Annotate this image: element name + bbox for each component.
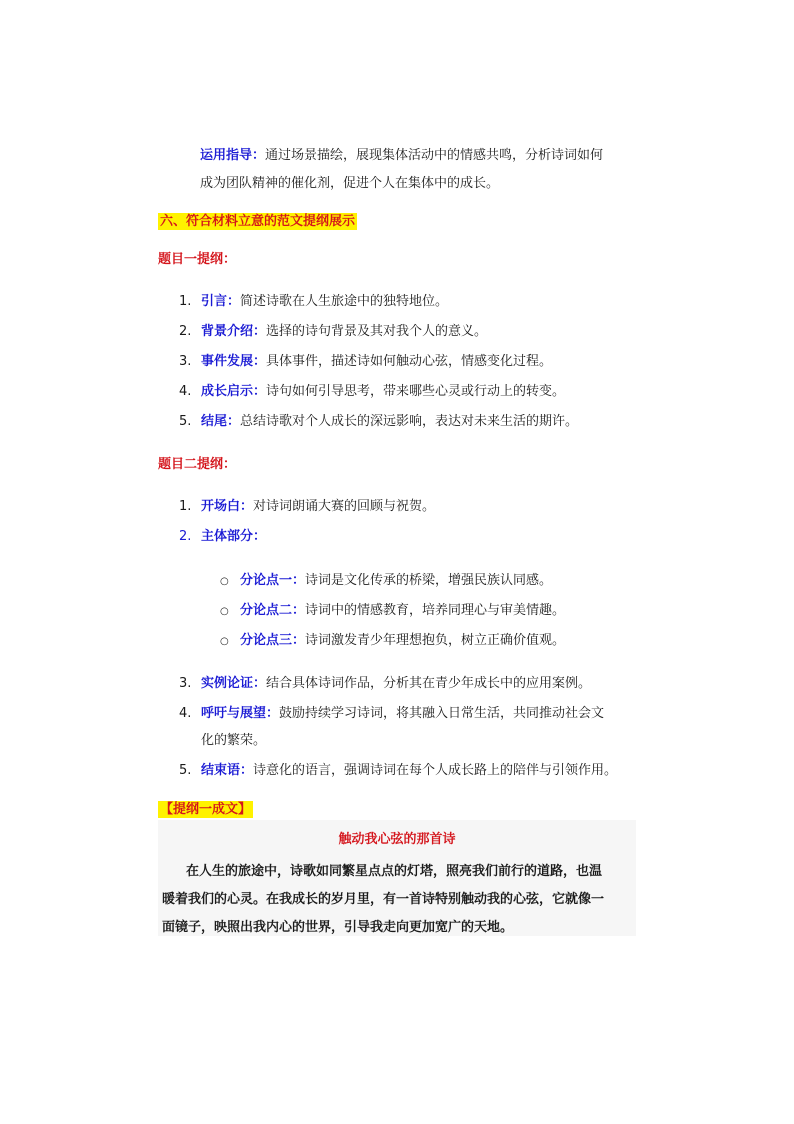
outline1-item bbox=[179, 410, 578, 429]
essay-tag-highlight: 【提纲一成文】 bbox=[160, 802, 252, 817]
item-number: 4. bbox=[179, 384, 192, 399]
item-number: 5. bbox=[179, 763, 192, 778]
outline2-item-4-cont bbox=[201, 729, 266, 748]
item-text: 具体事件，描述诗如何触动心弦，情感变化过程。 bbox=[266, 354, 553, 369]
circle-bullet-icon: ○ bbox=[220, 636, 229, 647]
circle-bullet-icon: ○ bbox=[220, 606, 229, 617]
guidance-text-cont: 成为团队精神的催化剂，促进个人在集体中的成长。 bbox=[200, 176, 500, 191]
sub-item bbox=[220, 629, 565, 648]
item-label: 主体部分： bbox=[201, 529, 267, 544]
item-number: 2. bbox=[179, 529, 192, 544]
sub-item bbox=[220, 569, 552, 588]
sub-item-label: 分论点一： bbox=[240, 573, 306, 588]
outline1-item bbox=[179, 320, 487, 339]
sub-item-text: 诗词是文化传承的桥梁，增强民族认同感。 bbox=[305, 573, 553, 588]
guidance-line-1 bbox=[200, 144, 603, 163]
item-text: 选择的诗句背景及其对我个人的意义。 bbox=[266, 324, 488, 339]
outline2-item-1 bbox=[179, 495, 435, 514]
guidance-label: 运用指导： bbox=[200, 148, 266, 163]
outline2-item-5 bbox=[179, 759, 617, 778]
item-number: 4. bbox=[179, 706, 192, 721]
item-number: 2. bbox=[179, 324, 192, 339]
item-label: 开场白： bbox=[201, 499, 254, 514]
item-label: 结尾： bbox=[201, 414, 241, 429]
essay-line: 在人生的旅途中，诗歌如同繁星点点的灯塔，照亮我们前行的道路，也温 bbox=[186, 864, 603, 879]
item-label: 结束语： bbox=[201, 763, 254, 778]
outline1-heading: 题目一提纲： bbox=[158, 252, 237, 267]
essay-box bbox=[158, 820, 636, 936]
essay-tag bbox=[158, 798, 253, 817]
item-text: 鼓励持续学习诗词，将其融入日常生活，共同推动社会文 bbox=[279, 706, 605, 721]
item-text: 诗意化的语言，强调诗词在每个人成长路上的陪伴与引领作用。 bbox=[253, 763, 618, 778]
item-label: 成长启示： bbox=[201, 384, 267, 399]
section-six-heading bbox=[158, 210, 357, 229]
item-number: 3. bbox=[179, 354, 192, 369]
item-label: 呼吁与展望： bbox=[201, 706, 280, 721]
sub-item-label: 分论点二： bbox=[240, 603, 306, 618]
section-six-highlight: 六、符合材料立意的范文提纲展示 bbox=[160, 214, 356, 229]
item-text: 对诗词朗诵大赛的回顾与祝贺。 bbox=[253, 499, 436, 514]
circle-bullet-icon: ○ bbox=[220, 576, 229, 587]
outline1-item bbox=[179, 350, 552, 369]
item-text: 简述诗歌在人生旅途中的独特地位。 bbox=[240, 294, 449, 309]
sub-item bbox=[220, 599, 565, 618]
item-text: 诗句如何引导思考，带来哪些心灵或行动上的转变。 bbox=[266, 384, 566, 399]
sub-item-label: 分论点三： bbox=[240, 633, 306, 648]
item-number: 5. bbox=[179, 414, 192, 429]
outline2-item-3 bbox=[179, 672, 591, 691]
item-label: 引言： bbox=[201, 294, 241, 309]
essay-line: 面镜子，映照出我内心的世界，引导我走向更加宽广的天地。 bbox=[162, 920, 514, 935]
sub-item-text: 诗词中的情感教育，培养同理心与审美情趣。 bbox=[305, 603, 566, 618]
item-text: 总结诗歌对个人成长的深远影响，表达对未来生活的期许。 bbox=[240, 414, 579, 429]
essay-title: 触动我心弦的那首诗 bbox=[338, 832, 456, 847]
item-label: 背景介绍： bbox=[201, 324, 267, 339]
outline2-heading: 题目二提纲： bbox=[158, 457, 237, 472]
item-label: 实例论证： bbox=[201, 676, 267, 691]
sub-item-text: 诗词激发青少年理想抱负，树立正确价值观。 bbox=[305, 633, 566, 648]
item-number: 1. bbox=[179, 499, 192, 514]
item-label: 事件发展： bbox=[201, 354, 267, 369]
guidance-line-2 bbox=[200, 172, 499, 191]
item-text: 结合具体诗词作品，分析其在青少年成长中的应用案例。 bbox=[266, 676, 592, 691]
outline2-item-4 bbox=[179, 702, 604, 721]
item-number: 1. bbox=[179, 294, 192, 309]
outline2-item-2 bbox=[179, 525, 266, 544]
outline1-item bbox=[179, 290, 448, 309]
outline1-item bbox=[179, 380, 565, 399]
item-number: 3. bbox=[179, 676, 192, 691]
essay-line: 暖着我们的心灵。在我成长的岁月里，有一首诗特别触动我的心弦，它就像一 bbox=[162, 892, 605, 907]
guidance-text: 通过场景描绘，展现集体活动中的情感共鸣，分析诗词如何 bbox=[265, 148, 604, 163]
item-text-cont: 化的繁荣。 bbox=[201, 733, 267, 748]
